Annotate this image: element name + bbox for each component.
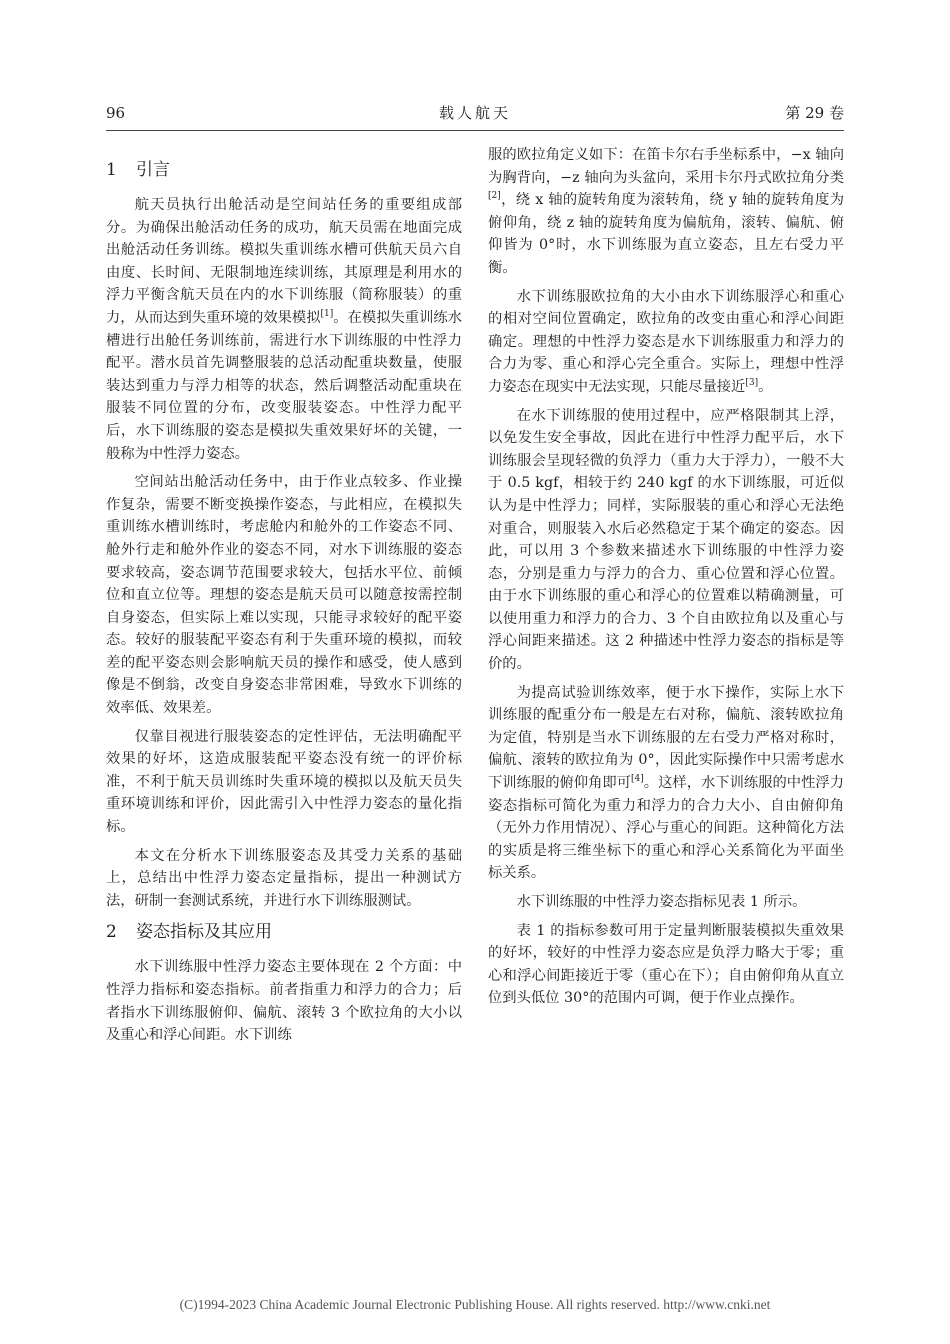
page-header xyxy=(106,100,844,126)
paragraph: 在水下训练服的使用过程中，应严格限制其上浮，以免发生安全事故，因此在进行中性浮力配平后，水下训练服会呈现轻微的负浮力（重力大于浮力），一般不大于 0.5 kgf，相较于约 240 kgf 的水下训练服，可近似认为是中性浮力；同样，实际服装的重心和浮心无法绝对重合，则服装入水后必然稳定于某个确定的姿态。因此，可以用 3 个参数来描述水下训练服的中性浮力姿态，分别是重力与浮力的合力、重心位置和浮心位置。由于水下训练服的重心和浮心的位置难以精确测量，可以使用重力和浮力的合力、3 个自由欧拉角以及重心与浮心间距来描述。这 2 种描述中性浮力姿态的指标是等价的。 xyxy=(488,407,844,673)
section-heading xyxy=(106,156,462,184)
section-number: 2 xyxy=(106,922,117,943)
paragraph: 水下训练服中性浮力姿态主要体现在 2 个方面：中性浮力指标和姿态指标。前者指重力和浮力的合力；后者指水下训练服俯仰、偏航、滚转 3 个欧拉角的大小以及重心和浮心间距。水下训练 xyxy=(106,959,462,1044)
volume-label: 第 29 卷 xyxy=(785,104,844,122)
paragraph: 航天员执行出舱活动是空间站任务的重要组成部分。为确保出舱活动任务的成功，航天员需在地面完成出舱活动任务训练。模拟失重训练水槽可供航天员六自由度、长时间、无限制地连续训练，其原理是利用水的浮力平衡含航天员在内的水下训练服（简称服装）的重力，从而达到失重环境的效果模拟[1]。在模拟失重训练水槽进行出舱任务训练前，需进行水下训练服的中性浮力配平。潜水员首先调整服装的总活动配重块数量，使服装达到重力与浮力相等的状态，然后调整活动配重块在服装不同位置的分布，改变服装姿态。中性浮力配平后，水下训练服的姿态是模拟失重效果好坏的关键，一般称为中性浮力姿态。 xyxy=(106,197,462,462)
page-number: 96 xyxy=(106,104,126,122)
paragraph: 空间站出舱活动任务中，由于作业点较多、作业操作复杂，需要不断变换操作姿态，与此相应，在模拟失重训练水槽训练时，考虑舱内和舱外的工作姿态不同、舱外行走和舱外作业的姿态不同，对水下训练服的姿态要求较高，姿态调节范围要求较大，包括水平位、前倾位和直立位等。理想的姿态是航天员可以随意按需控制自身姿态，但实际上难以实现，只能寻求较好的配平姿态。较好的服装配平姿态有利于失重环境的模拟，而较差的配平姿态则会影响航天员的操作和感受，使人感到像是不倒翁，改变自身姿态非常困难，导致水下训练的效率低、效果差。 xyxy=(106,474,462,717)
section-title: 引言 xyxy=(136,160,170,180)
section-heading xyxy=(106,918,462,946)
journal-title: 载人航天 xyxy=(438,104,511,122)
citation: [2] xyxy=(488,191,501,202)
paragraph: 水下训练服的中性浮力姿态指标见表 1 所示。 xyxy=(516,894,807,910)
left-column xyxy=(106,144,462,1053)
section-number: 1 xyxy=(106,160,117,180)
header-rule xyxy=(106,130,844,131)
copyright-footer: (C)1994-2023 China Academic Journal Electronic Publishing House. All rights reserved. http://www.cnki.net xyxy=(179,1297,771,1312)
paragraph: 表 1 的指标参数可用于定量判断服装模拟失重效果的好坏，较好的中性浮力姿态应是负浮力略大于零；重心和浮心间距接近于零（重心在下）；自由俯仰角从直立位到头低位 30°的范围内可调，便于作业点操作。 xyxy=(488,922,844,1007)
paragraph: 本文在分析水下训练服姿态及其受力关系的基础上，总结出中性浮力姿态定量指标，提出一种测试方法，研制一套测试系统，并进行水下训练服测试。 xyxy=(106,847,462,909)
paragraph: 水下训练服欧拉角的大小由水下训练服浮心和重心的相对空间位置确定，欧拉角的改变由重心和浮心间距确定。理想的中性浮力姿态是水下训练服重力和浮力的合力为零、重心和浮心完全重合。实际上，理想中性浮力姿态在现实中无法实现，只能尽量接近[3]。 xyxy=(488,288,844,395)
paragraph: 服的欧拉角定义如下：在笛卡尔右手坐标系中，−x 轴向为胸背向，−z 轴向为头盆向，采用卡尔丹式欧拉角分类[2]，绕 x 轴的旋转角度为滚转角，绕 y 轴的旋转角度为俯仰角，绕 z 轴的旋转角度为偏航角，滚转、偏航、俯仰皆为 0°时，水下训练服为直立姿态，且左右受力平衡。 xyxy=(488,147,844,276)
citation: [1] xyxy=(320,309,334,320)
paragraph: 仅靠目视进行服装姿态的定性评估，无法明确配平效果的好坏，这造成服装配平姿态没有统一的评价标准，不利于航天员训练时失重环境的模拟以及航天员失重环境训练和评价，因此需引入中性浮力姿态的量化指标。 xyxy=(106,728,462,836)
citation: [3] xyxy=(745,378,759,389)
citation: [4] xyxy=(631,774,644,785)
paragraph: 为提高试验训练效率，便于水下操作，实际上水下训练服的配重分布一般是左右对称，偏航、滚转欧拉角为定值，特别是当水下训练服的左右受力严格对称时，偏航、滚转的欧拉角为 0°，因此实际操作中只需考虑水下训练服的俯仰角即可[4]。这样，水下训练服的中性浮力姿态指标可简化为重力和浮力的合力大小、自由俯仰角（无外力作用情况）、浮心与重心的间距。这种简化方法的实质是将三维坐标下的重心和浮心关系简化为平面坐标关系。 xyxy=(488,684,845,882)
section-title: 姿态指标及其应用 xyxy=(136,922,272,943)
right-column xyxy=(488,144,844,1016)
